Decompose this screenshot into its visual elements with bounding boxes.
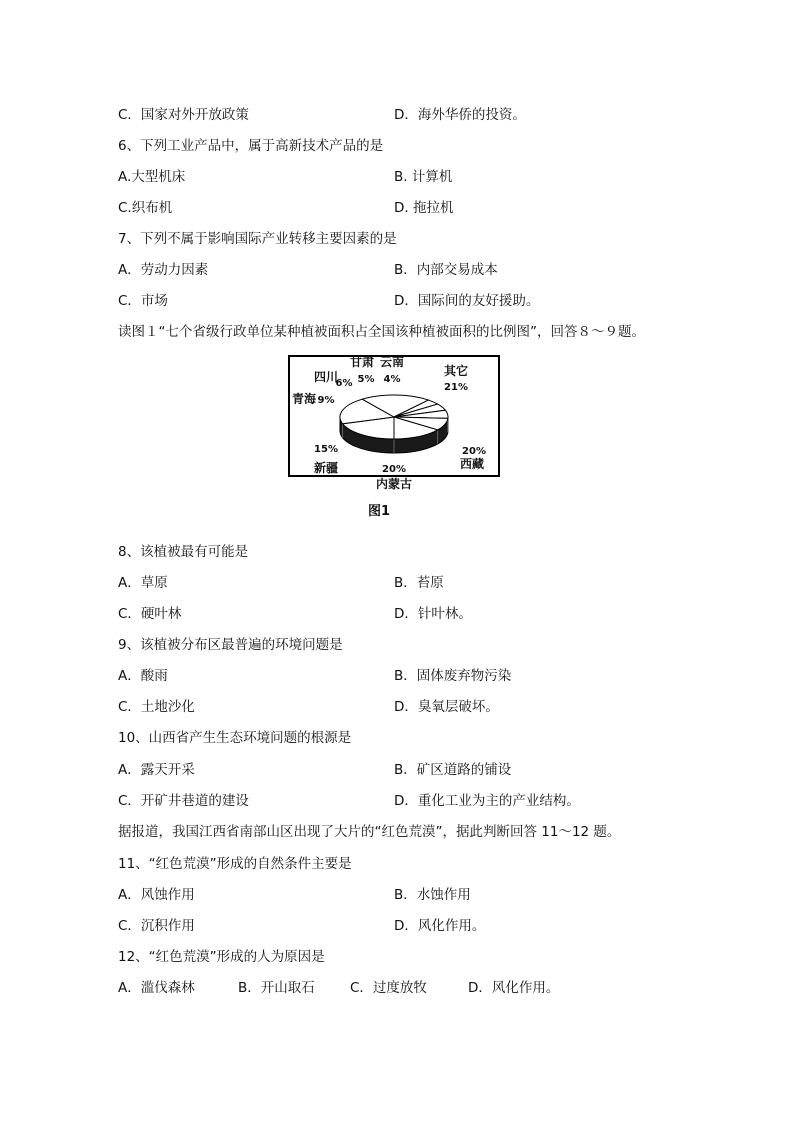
q11-stem: 11、“红色荒漠”形成的自然条件主要是: [118, 856, 352, 872]
q10-options-cd: [118, 789, 718, 809]
pie-percent-四川: 6%: [335, 378, 353, 389]
q7-option-b: B．内部交易成本: [394, 262, 498, 278]
figure-caption: 图1: [368, 504, 391, 519]
q9-option-b: B．固体废弃物污染: [394, 668, 512, 684]
pie-percent-新疆: 15%: [314, 444, 338, 455]
q11-option-c: C．沉积作用: [118, 918, 195, 934]
q10-options-ab: [118, 758, 718, 778]
pie-label-青海: 青海: [291, 392, 317, 406]
q9-option-a: A．酸雨: [118, 668, 168, 684]
q10-option-b: B．矿区道路的铺设: [394, 762, 512, 778]
q8-option-a: A．草原: [118, 575, 168, 591]
q7-option-a: A．劳动力因素: [118, 262, 209, 278]
q10-option-d: D．重化工业为主的产业结构。: [394, 793, 580, 809]
pie-label-其它: 其它: [443, 364, 469, 378]
q8-option-b: B．苔原: [394, 575, 444, 591]
q9-stem: 9、该植被分布区最普遍的环境问题是: [118, 637, 343, 653]
q7-options-cd: [118, 289, 718, 309]
q5-option-d: D．海外华侨的投资。: [394, 107, 526, 123]
q7-options-ab: [118, 258, 718, 278]
q12-stem: 12、“红色荒漠”形成的人为原因是: [118, 949, 325, 965]
q6-option-c: C.织布机: [118, 200, 173, 216]
q12-option-a: A．滥伐森林: [118, 980, 195, 996]
q5-options-cd: [118, 103, 718, 123]
q12-option-c: C．过度放牧: [350, 980, 427, 996]
q10-option-c: C．开矿井巷道的建设: [118, 793, 249, 809]
q7-stem: 7、下列不属于影响国际产业转移主要因素的是: [118, 231, 397, 247]
q6-options-ab: [118, 165, 718, 185]
q5-option-c: C．国家对外开放政策: [118, 107, 249, 123]
q10-option-a: A．露天开采: [118, 762, 195, 778]
pie-chart-figure: [288, 355, 500, 515]
q6-options-cd: [118, 196, 718, 216]
pie-label-甘肃: 甘肃: [349, 355, 375, 369]
pie-label-西藏: 西藏: [459, 457, 485, 471]
q11-option-a: A．风蚀作用: [118, 887, 195, 903]
q8-stem: 8、该植被最有可能是: [118, 544, 249, 560]
pie-label-新疆: 新疆: [313, 461, 339, 475]
desert-intro: 据报道，我国江西省南部山区出现了大片的“红色荒漠”，据此判断回答 11～12 题。: [118, 824, 621, 840]
q8-options-cd: [118, 602, 718, 622]
q11-options-cd: [118, 914, 718, 934]
q12-options: [118, 976, 718, 996]
q6-option-b: B. 计算机: [394, 169, 453, 185]
pie-percent-甘肃: 5%: [357, 374, 375, 385]
q12-option-b: B．开山取石: [238, 980, 315, 996]
q9-options-ab: [118, 664, 718, 684]
pie-label-内蒙古: 内蒙古: [375, 477, 413, 491]
q8-option-c: C．硬叶林: [118, 606, 182, 622]
q6-option-d: D. 拖拉机: [394, 200, 454, 216]
pie-percent-西藏: 20%: [462, 446, 486, 457]
figure-intro: 读图１“七个省级行政单位某种植被面积占全国该种植被面积的比例图”，回答８～９题。: [118, 324, 645, 340]
q6-stem: 6、下列工业产品中，属于高新技术产品的是: [118, 138, 384, 154]
pie-percent-其它: 21%: [444, 382, 468, 393]
q9-options-cd: [118, 695, 718, 715]
q11-options-ab: [118, 883, 718, 903]
pie-chart: [288, 355, 500, 495]
q8-option-d: D．针叶林。: [394, 606, 472, 622]
pie-label-云南: 云南: [379, 355, 405, 369]
pie-label-四川: 四川: [313, 370, 339, 384]
q6-option-a: A.大型机床: [118, 169, 186, 185]
q11-option-b: B．水蚀作用: [394, 887, 471, 903]
q10-stem: 10、山西省产生生态环境问题的根源是: [118, 730, 352, 746]
q12-option-d: D．风化作用。: [468, 980, 560, 996]
pie-percent-青海: 9%: [317, 395, 335, 406]
q8-options-ab: [118, 571, 718, 591]
q9-option-d: D．臭氧层破坏。: [394, 699, 499, 715]
pie-percent-内蒙古: 20%: [382, 464, 406, 475]
q7-option-c: C．市场: [118, 293, 168, 309]
q11-option-d: D．风化作用。: [394, 918, 486, 934]
q9-option-c: C．土地沙化: [118, 699, 195, 715]
q7-option-d: D．国际间的友好援助。: [394, 293, 540, 309]
pie-percent-云南: 4%: [383, 374, 401, 385]
